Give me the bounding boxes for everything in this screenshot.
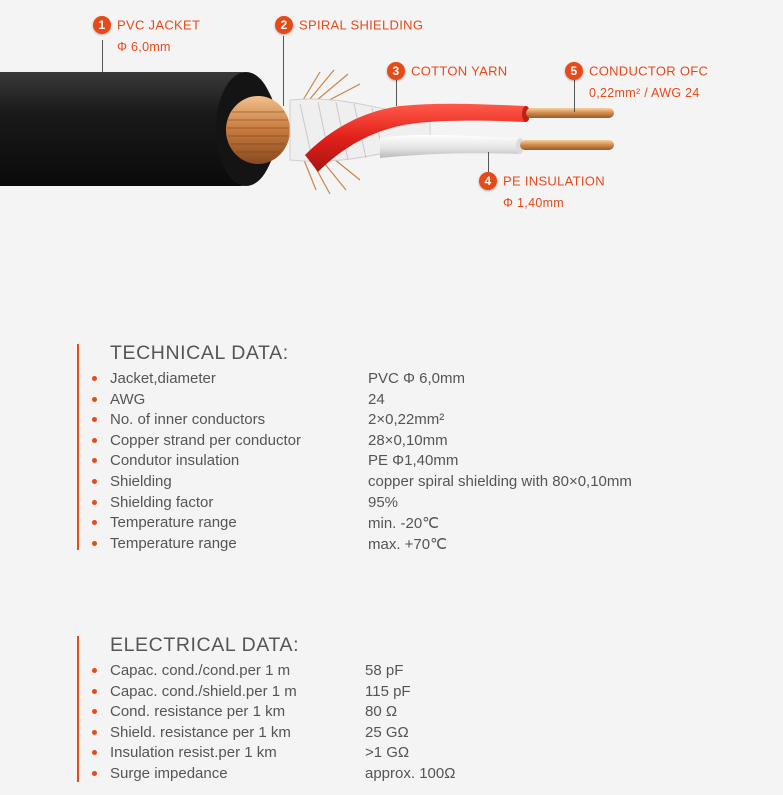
callout-sub: 0,22mm² / AWG 24 (589, 86, 700, 100)
bullet-icon (92, 750, 97, 755)
section-accent-bar (77, 636, 79, 782)
spec-label: Capac. cond./shield.per 1 m (110, 682, 297, 700)
callout-pvc-jacket (93, 16, 200, 54)
spec-label: Condutor insulation (110, 452, 240, 470)
bullet-icon (92, 771, 97, 776)
bullet-icon (92, 438, 97, 443)
spec-label: Jacket,diameter (110, 370, 216, 387)
callout-label: SPIRAL SHIELDING (299, 17, 424, 33)
callout-number-badge: 5 (565, 62, 583, 80)
bullet-icon (92, 417, 97, 422)
spec-value: 28×0,10mm (368, 431, 448, 449)
callout-conductor-ofc (565, 62, 708, 100)
spec-label: No. of inner conductors (110, 411, 266, 429)
spec-label: Shielding (110, 472, 172, 490)
electrical-data-title: ELECTRICAL DATA: (110, 634, 300, 656)
leader-line-2 (283, 36, 284, 106)
callout-label: COTTON YARN (411, 63, 508, 79)
bullet-icon (92, 709, 97, 714)
spec-value: 24 (368, 390, 385, 408)
callout-number-badge: 3 (387, 62, 405, 80)
bullet-icon (92, 500, 97, 505)
bullet-icon (92, 479, 97, 484)
spec-value: PVC Φ 6,0mm (368, 370, 465, 387)
bullet-icon (92, 689, 97, 694)
spec-label: Insulation resist.per 1 km (110, 744, 277, 762)
cable-diagram (0, 0, 783, 240)
spec-label: Temperature range (110, 534, 237, 552)
spec-value: >1 GΩ (365, 744, 410, 762)
bullet-icon (92, 520, 97, 525)
bullet-icon (92, 376, 97, 381)
callout-number-badge: 1 (93, 16, 111, 34)
callout-number-badge: 2 (275, 16, 293, 34)
spec-value: 25 GΩ (365, 723, 409, 741)
spec-value: PE Φ1,40mm (368, 452, 459, 470)
spec-label: Shielding factor (110, 493, 214, 511)
leader-line-3 (396, 80, 397, 106)
bullet-icon (92, 730, 97, 735)
spec-value: min. -20℃ (368, 515, 440, 533)
spec-value: max. +70℃ (368, 535, 447, 553)
callout-number-badge: 4 (479, 172, 497, 190)
bullet-icon (92, 541, 97, 546)
electrical-data-section (77, 636, 737, 784)
spec-value: approx. 100Ω (365, 764, 456, 782)
spec-label: Cond. resistance per 1 km (110, 703, 286, 721)
spec-value: 115 pF (365, 682, 411, 700)
spec-value: 80 Ω (365, 703, 398, 721)
bullet-icon (92, 397, 97, 402)
callout-sub: Φ 1,40mm (503, 196, 564, 210)
spec-label: Copper strand per conductor (110, 431, 301, 449)
callout-pe-insulation (479, 172, 605, 210)
section-accent-bar (77, 344, 79, 550)
callout-sub: Φ 6,0mm (117, 40, 171, 54)
technical-data-title: TECHNICAL DATA: (110, 342, 289, 364)
callout-label: PVC JACKET (117, 17, 201, 33)
spec-label: Surge impedance (110, 764, 228, 782)
white-conductor-shape (380, 135, 614, 158)
callout-spiral-shielding (275, 16, 423, 34)
technical-data-section (77, 344, 737, 552)
spec-label: Shield. resistance per 1 km (110, 723, 291, 741)
bullet-icon (92, 668, 97, 673)
spec-value: copper spiral shielding with 80×0,10mm (368, 472, 632, 490)
spec-value: 58 pF (365, 662, 404, 679)
callout-label: PE INSULATION (503, 173, 605, 189)
spec-value: 2×0,22mm² (368, 411, 445, 429)
spec-label: Capac. cond./cond.per 1 m (110, 662, 291, 679)
spec-label: Temperature range (110, 514, 237, 532)
callout-label: CONDUCTOR OFC (589, 63, 709, 79)
spec-label: AWG (110, 390, 146, 408)
bullet-icon (92, 458, 97, 463)
callout-cotton-yarn (387, 62, 507, 80)
spec-value: 95% (368, 493, 399, 511)
